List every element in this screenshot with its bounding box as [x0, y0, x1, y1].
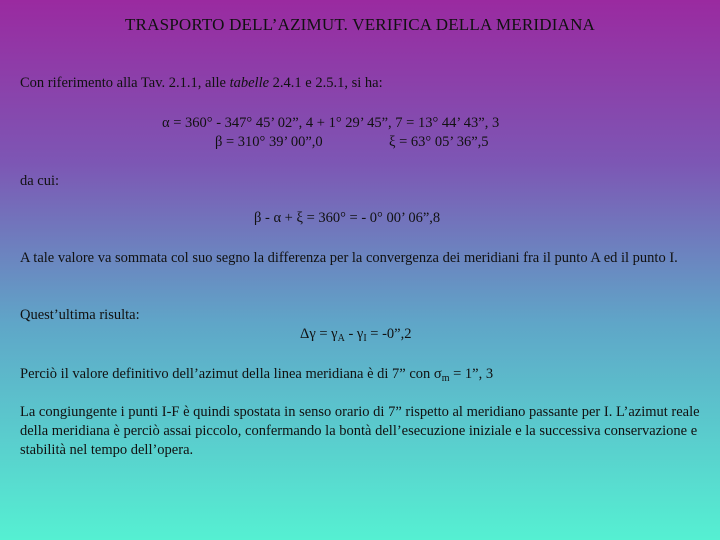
last-label: Quest’ultima risulta:: [20, 307, 140, 323]
equation-delta-gamma: [300, 326, 411, 344]
equation-alpha: α = 360° - 347° 45’ 02”, 4 + 1° 29’ 45”, 7 = 13° 44’ 43”, 3: [162, 115, 500, 131]
equation-xi: ξ = 63° 05’ 36”,5: [389, 134, 489, 150]
paragraph-convergence: A tale valore va sommata col suo segno la differenza per la convergenza dei meridiani fra il punto A ed il punto I.: [20, 250, 678, 266]
intro-text: [20, 75, 383, 92]
eq4-sub-i: I: [363, 333, 367, 344]
eq4-lhs: Δγ = γ: [300, 326, 338, 342]
intro-after: 2.4.1 e 2.5.1, si ha:: [269, 75, 383, 91]
paragraph-conclusion: La congiungente i punti I-F è quindi spostata in senso orario di 7” rispetto al meridiano passante per I. L’azimut reale della meridiana è perciò assai piccolo, confermando la bontà dell’esecuzione iniziale e la successiva conservazione e stabilità nel tempo dell’opera.: [20, 404, 700, 458]
equation-sum: β - α + ξ = 360° = - 0° 00’ 06”,8: [254, 210, 441, 226]
eq4-rhs: = -0”,2: [366, 326, 412, 342]
intro-before: Con riferimento alla Tav. 2.1.1, alle: [20, 75, 230, 91]
para2-sub: m: [441, 373, 450, 384]
para2-before: Perciò il valore definitivo dell’azimut della linea meridiana è di 7” con σ: [20, 366, 442, 382]
page-title: TRASPORTO DELL’AZIMUT. VERIFICA DELLA MERIDIANA: [124, 15, 596, 34]
para2-after: = 1”, 3: [449, 366, 494, 382]
eq4-mid: - γ: [344, 326, 364, 342]
equation-beta: β = 310° 39’ 00”,0: [215, 134, 323, 150]
from-which-label: da cui:: [20, 173, 60, 189]
paragraph-definitive: [20, 366, 493, 384]
intro-italic: tabelle: [229, 75, 270, 91]
eq4-sub-a: A: [337, 333, 345, 344]
